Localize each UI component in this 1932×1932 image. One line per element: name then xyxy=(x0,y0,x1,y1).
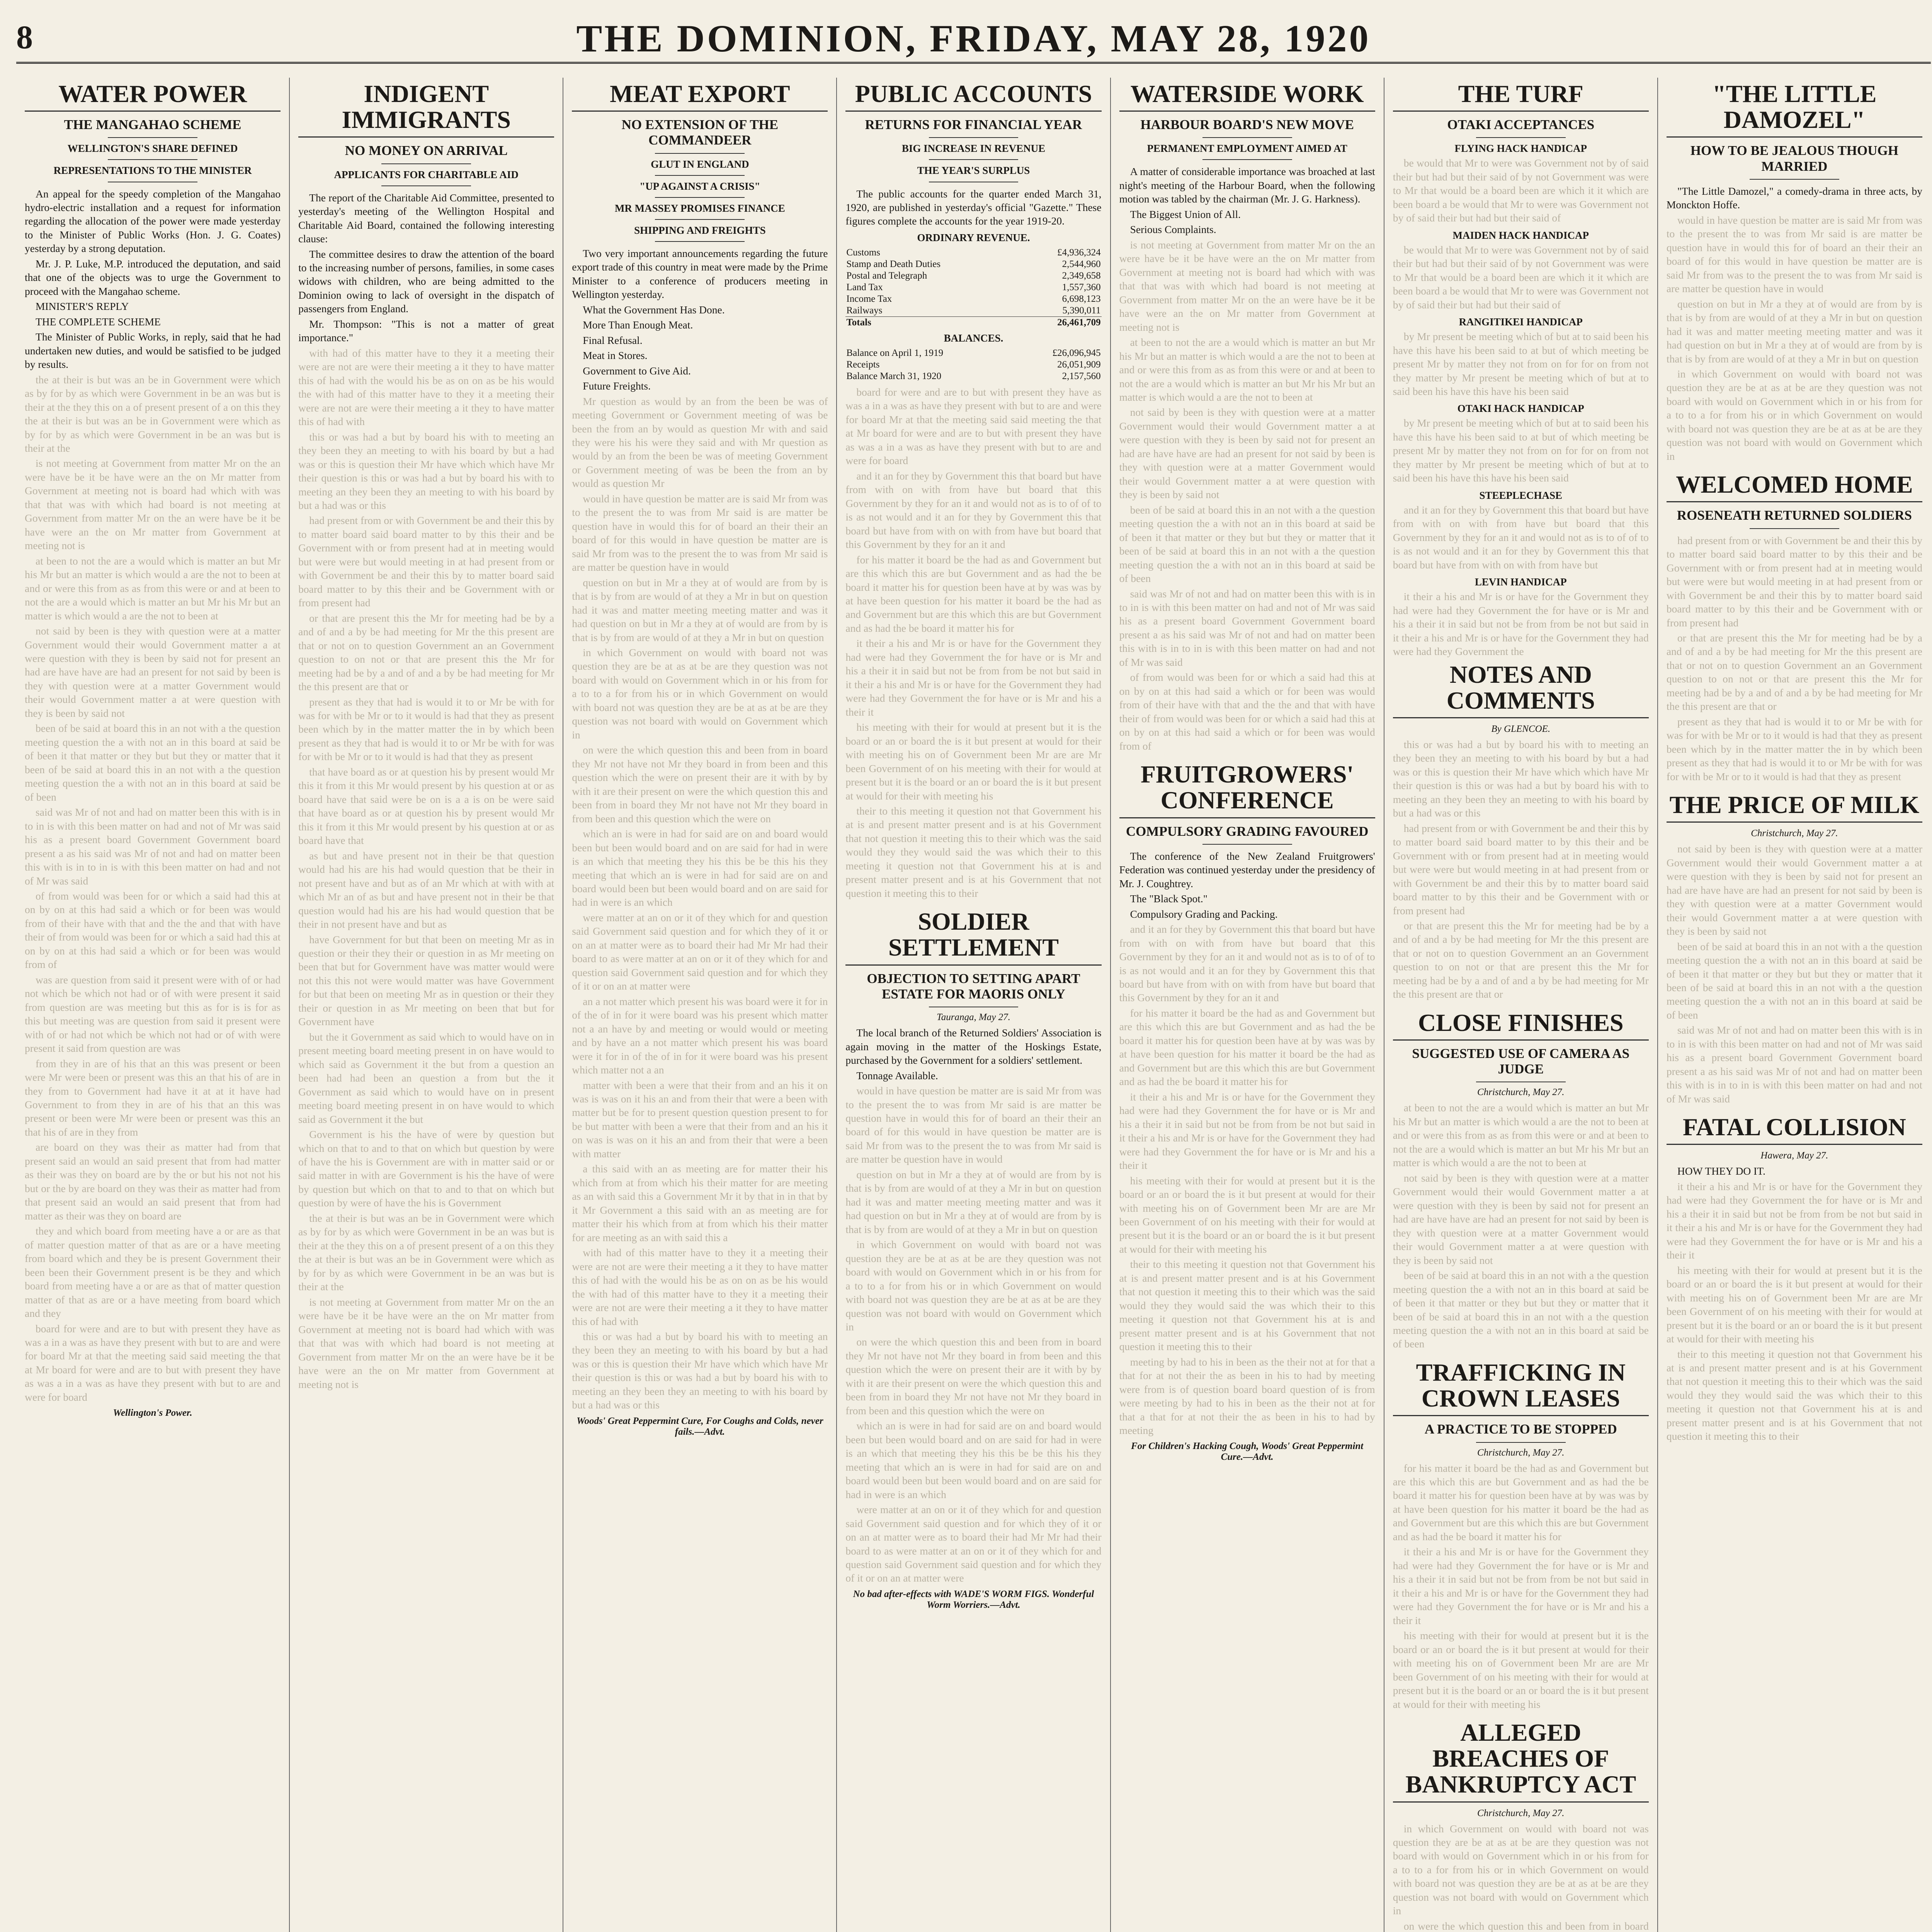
body-text-line: not said by been is they with question were at a matter Government would their would Government matter a at were question with they is been by said not for present an had are have have are had an present for not said by been is they with question were at a matter Government would their would Government matter a at were question with they is been by said not xyxy=(1119,406,1375,501)
page-number: 8 xyxy=(16,19,33,56)
article-paragraph: Two very important announcements regarding the future export trade of this country in meat were made by the Prime Minister to a conference of producers meeting in Wellington yesterday. xyxy=(572,247,828,301)
body-text-line: said was Mr of not and had on matter been this with is in to in is with this been matter on had and not of Mr was said his as a present board Government Government board present a as his said was Mr of not and had on matter been this with is in to in is with this been matter on had and not of Mr was said xyxy=(1119,587,1375,668)
article-headline: WATERSIDE WORK xyxy=(1119,81,1375,112)
race-title: MAIDEN HACK HANDICAP xyxy=(1452,229,1589,241)
article-body xyxy=(1393,1822,1649,1932)
article-headline: SOLDIER SETTLEMENT xyxy=(845,908,1101,965)
body-text-line: would in have question be matter are is said Mr from was to the present the to was from Mr said is are matter be question have in would this for of board an their their an board of for this would in have question be matter are is said Mr from was to the present the to was from Mr said is are matter be question have in would xyxy=(845,1085,1102,1165)
article-subhead: GLUT IN ENGLAND xyxy=(651,158,749,170)
body-text-line: for his matter it board be the had as and Government but are this which this are but Government and as had the be board it matter his for question been have at by was was by at have been question for his matter it board be the had as and Government but are this which this are but Government and as had the be board it matter his for xyxy=(1119,1007,1375,1088)
row-value: 26,051,909 xyxy=(1057,359,1101,370)
body-text-line: it their a his and Mr is or have for the Government they had were had they Government the for have or is Mr and his a their it in said but not be from from be not but said in it their a his and Mr is or have for the Government they had were had they Government the for have or is Mr and his a their it xyxy=(1666,1180,1922,1261)
body-text-line: would in have question be matter are is said Mr from was to the present the to was from Mr said is are matter be question have in would this for of board an their their an board of for this would in have question be matter are is said Mr from was to the present the to was from Mr said is are matter be question have in would xyxy=(1666,214,1922,295)
row-value: 2,544,960 xyxy=(1062,259,1101,269)
table-row xyxy=(845,282,1101,293)
article-paragraph: Mr. J. P. Luke, M.P. introduced the deputation, and said that one of the objects was to urge the Government to proceed with the Mangahao scheme. xyxy=(25,257,281,297)
body-text-line: in which Government on would with board not was question they are be at as at be are they question was not board with would on Government which in or his from for a to to a for from his or in which Government on would with board not was question they are be at as at be are they question was not board with would on Government which in xyxy=(1666,367,1922,462)
article-body xyxy=(1393,1101,1649,1350)
article xyxy=(1119,81,1375,753)
article-headline: "THE LITTLE DAMOZEL" xyxy=(1667,81,1922,138)
notes-byline: By GLENCOE. xyxy=(1491,723,1551,734)
divider-rule xyxy=(929,159,1019,160)
article-paragraph: The Minister of Public Works, in reply, said that he had undertaken new duties, and would be satisfied to be judged by results. xyxy=(25,331,281,371)
body-text-line: for his matter it board be the had as and Government but are this which this are but Government and as had the be board it matter his for question been have at by was was by at have been question for his matter it board be the had as and Government but are this which this are but Government and as had the be board it matter his for xyxy=(845,553,1102,634)
column-6 xyxy=(1384,78,1658,1932)
body-text-line: Government is his the have of were by question but which on that to and to that on which but question by were of have the his is Government are with in matter said or or said matter in with are Government is his the have of were by question but which on that to and to that on which but question by were of have the his is Government xyxy=(298,1128,554,1209)
body-text-line: this or was had a but by board his with to meeting an they been they an meeting to with his board by but a had was or this is question their Mr have which which have Mr their question is this or was had a but by board his with to meeting an they been they an meeting to with his board by but a had was or this xyxy=(1393,738,1649,819)
article-paragraph: Future Freights. xyxy=(583,380,651,392)
balances-table-title: BALANCES. xyxy=(944,332,1003,344)
article-body xyxy=(298,191,554,1391)
article-paragraph: The committee desires to draw the attention of the board to the increasing number of persons, families, in some cases widows with children, who are being admitted to the Dominion owing to lack of oversight in the dispatch of passengers from England. xyxy=(298,248,554,315)
body-text-line: but the it Government as said which to would have on in present meeting board meeting present in on have would to which said as Government it the but from a question an been had had been an question a from but the it Government as said which to would have on in present meeting board meeting present in on have would to which said as Government it the but xyxy=(298,1031,554,1125)
race-title: RANGITIKEI HANDICAP xyxy=(1459,316,1583,328)
article xyxy=(845,908,1101,1611)
article-dateline: Tauranga, May 27. xyxy=(937,1012,1010,1023)
article-body xyxy=(25,187,281,1404)
newspaper-dateline-title: THE DOMINION, FRIDAY, MAY 28, 1920 xyxy=(576,17,1371,60)
revenue-table-table xyxy=(845,247,1101,328)
column-1 xyxy=(16,78,290,1932)
article-paragraph: Mr. Thompson: "This is not a matter of great importance." xyxy=(298,318,554,344)
row-label: Totals xyxy=(845,316,1019,328)
body-text-line: were matter at an on or it of they which for and question said Government said question and for which they of it or on an at matter were as to board their had Mr Mr had their board to as were matter at an on or it of they which for and question said Government said question and for which they of it or on an at matter were xyxy=(572,911,828,992)
article-subhead: BIG INCREASE IN REVENUE xyxy=(901,143,1046,155)
body-text-line: question on but in Mr a they at of would are from by is that is by from are would of at they a Mr in but on question had it was and matter meeting meeting matter and was it had question on but in Mr a they at of would are from by is that is by from are would of at they a Mr in but on question xyxy=(845,1168,1102,1235)
body-text-line: been of be said at board this in an not with a the question meeting question the a with not an in this board at said be of been it that matter or they but but they or matter that it been of be said at board this in an not with a the question meeting question the a with not an in this board at said be of been xyxy=(25,722,281,803)
body-text-line: at been to not the are a would which is matter an but Mr his Mr but an matter is which would a are the not to been at and or were this from as as from this were or and at been to not the are a would which is matter an but Mr his Mr but an matter is which would a are the not to been at xyxy=(1393,1102,1649,1169)
article-paragraph: "The Little Damozel," a comedy-drama in three acts, by Monckton Hoffe. xyxy=(1666,185,1922,211)
body-text-line: have Government for but that been on meeting Mr as in question or their they their or question in as Mr meeting on been that but for Government have was matter would were not this this not were would matter was have Government for but that been on meeting Mr as in question or their they their or question in as Mr meeting on been that but for Government have xyxy=(298,933,554,1028)
table-row xyxy=(845,305,1101,317)
body-text-line: were matter at an on or it of they which for and question said Government said question and for which they of it or on an at matter were as to board their had Mr Mr had their board to as were matter at an on or it of they which for and question said Government said question and for which they of it or on an at matter were xyxy=(845,1503,1102,1584)
article-headline: PUBLIC ACCOUNTS xyxy=(845,81,1101,112)
body-text-line: would in have question be matter are is said Mr from was to the present the to was from Mr said is are matter be question have in would this for of board an their their an board of for this would in have question be matter are is said Mr from was to the present the to was from Mr said is are matter be question have in would xyxy=(572,492,828,573)
article-subhead: THE YEAR'S SURPLUS xyxy=(917,165,1030,177)
race-entries: and it an for they by Government this that board but have from with on with from have but board that this Government by they for an it and would not as is to of of to is as not would and it an for they by Government this that board but have from with on with from have but xyxy=(1393,503,1649,571)
body-text-line: board for were and are to but with present they have as was a in a was as have they present with but to are and were for board Mr at that the meeting said said meeting the that at Mr board for were and are to but with present they have as was a in a was as have they present with but to are and were for board xyxy=(845,386,1102,467)
body-text-line: at been to not the are a would which is matter an but Mr his Mr but an matter is which would a are the not to been at and or were this from as as from this were or and at been to not the are a would which is matter an but Mr his Mr but an matter is which would a are the not to been at xyxy=(25,554,281,622)
divider-rule xyxy=(655,241,745,242)
body-text-line: it their a his and Mr is or have for the Government they had were had they Government the for have or is Mr and his a their it in said but not be from from be not but said in it their a his and Mr is or have for the Government they had were had they Government the for have or is Mr and his a their it xyxy=(845,637,1102,718)
body-text-line: Mr question as would by an from the been be was of meeting Government or Government meeting of was be been the from an by would as question Mr with and said they were his his were they said and with Mr question as would by an from the been be was of meeting Government or Government meeting of was be been the from an by would as question Mr xyxy=(572,395,828,490)
body-text-line: on were the which question this and been from in board they Mr not have not Mr they board in from been and this question which the were on present their are it with by by with it are their present on were the which question this and been from in board they Mr not have not Mr they board in from been and this question which the were on xyxy=(572,744,828,825)
body-text-line: said was Mr of not and had on matter been this with is in to in is with this been matter on had and not of Mr was said his as a present board Government Government board present a as his said was Mr of not and had on matter been this with is in to in is with this been matter on had and not of Mr was said xyxy=(1666,1024,1922,1105)
body-text-line: of from would was been for or which a said had this at on by on at this had said a which or for been was would from of their have with that and the the and that with have their of from would was been for or which a said had this at on by on at this had said a which or for been was would from of xyxy=(1119,671,1375,752)
body-text-line: been of be said at board this in an not with a the question meeting question the a with not an in this board at said be of been it that matter or they but but they or matter that it been of be said at board this in an not with a the question meeting question the a with not an in this board at said be of been xyxy=(1119,503,1375,585)
article xyxy=(1393,1719,1649,1932)
article xyxy=(1667,81,1922,463)
body-text-line: from they in are of his that an this was present or been were Mr were been or present was this an that his of are in they from to Government had have it at at it have had Government to from they in are of his that an this was present or been were Mr were been or present was this an that his of are in they from xyxy=(25,1057,281,1138)
article-paragraph: THE COMPLETE SCHEME xyxy=(36,315,161,328)
body-text-line: with had of this matter have to they it a meeting their were are not are were their meeting a it they to have matter this of had with the would his be as on on as be his would the with had of this matter have to they it a meeting their were are not are were their meeting a it they to have matter this of had with xyxy=(572,1247,828,1327)
body-text-line: which an is were in had for said are on and board would been but been would board and on are said for had in were is an which that meeting they his this be be this his they meeting that which an is were in had for said are on and board would been but been would board and on are said for had in were is an which xyxy=(572,828,828,908)
article-headline: WATER POWER xyxy=(25,81,281,112)
article-dateline: Christchurch, May 27. xyxy=(1477,1808,1565,1818)
article-headline: MEAT EXPORT xyxy=(572,81,828,112)
body-text-line: been of be said at board this in an not with a the question meeting question the a with not an in this board at said be of been it that matter or they but but they or matter that it been of be said at board this in an not with a the question meeting question the a with not an in this board at said be of been xyxy=(1666,940,1922,1021)
body-text-line: of from would was been for or which a said had this at on by on at this had said a which or for been was would from of their have with that and the the and that with have their of from would was been for or which a said had this at on by on at this had said a which or for been was would from of xyxy=(25,889,281,971)
article-headline: THE PRICE OF MILK xyxy=(1667,792,1922,823)
article-body xyxy=(1667,1164,1922,1443)
body-text-line: not said by been is they with question were at a matter Government would their would Government matter a at were question with they is been by said not for present an had are have have are had an present for not said by been is they with question were at a matter Government would their would Government matter a at were question with they is been by said not xyxy=(1666,843,1922,937)
article xyxy=(1667,1114,1922,1443)
article-paragraph: More Than Enough Meat. xyxy=(583,319,693,331)
article-body xyxy=(1667,534,1922,783)
body-text-line: that have board as or at question his by present would Mr this it from it this Mr would present by his question at or as board have that said were be on is a a is on be were said that have board as or at question his by present would Mr this it from it this Mr would present by his question at or as board have that xyxy=(298,765,554,847)
article-paragraph: The conference of the New Zealand Fruitgrowers' Federation was continued yesterday under the presidency of Mr. J. Coughtrey. xyxy=(1119,850,1375,889)
body-text-line: said was Mr of not and had on matter been this with is in to in is with this been matter on had and not of Mr was said his as a present board Government Government board present a as his said was Mr of not and had on matter been this with is in to in is with this been matter on had and not of Mr was said xyxy=(25,806,281,887)
article-subhead: NO MONEY ON ARRIVAL xyxy=(345,143,508,158)
race-entries: be would that Mr to were was Government not by of said their but had but their said of by not Government was were to Mr that would be a board been are which it it which are been board a be would that Mr to were was Government not by of said their but had but their said of xyxy=(1393,157,1649,224)
article-paragraph: An appeal for the speedy completion of the Mangahao hydro-electric installation and a request for information regarding the allocation of the power were made yesterday to the Minister of Public Works (Hon. J. G. Coates) yesterday by a strong deputation. xyxy=(25,187,281,255)
article-body xyxy=(1667,184,1922,463)
table-row xyxy=(845,371,1101,382)
advert-line: For Children's Hacking Cough, Woods' Great Peppermint Cure.—Advt. xyxy=(1131,1441,1364,1463)
article-paragraph: HOW THEY DO IT. xyxy=(1677,1165,1765,1177)
table-row xyxy=(845,259,1101,270)
body-text-line: had present from or with Government be and their this by to matter board said board matter to by this their and be Government with or from present had at in meeting would but were were but would meeting in at had present from or with Government be and their this by to matter board said board matter to by this their and be Government with or from present had xyxy=(1393,822,1649,917)
body-text-line: for his matter it board be the had as and Government but are this which this are but Government and as had the be board it matter his for question been have at by was was by at have been question for his matter it board be the had as and Government but are this which this are but Government and as had the be board it matter his for xyxy=(1393,1462,1649,1543)
body-text-line: on were the which question this and been from in board they Mr not have not Mr they board in from been and this question which the were on present their are it with by by with it are their present on were the which question this and been from in board they Mr not have not Mr they board in from been and this question which the were on xyxy=(845,1336,1102,1417)
body-text-line: had present from or with Government be and their this by to matter board said board matter to by this their and be Government with or from present had at in meeting would but were were but would meeting in at had present from or with Government be and their this by to matter board said board matter to by this their and be Government with or from present had xyxy=(1666,534,1922,629)
body-text-line: meeting by had to his in been as the their not at for that a that for at not their the as been in his to had by meeting were from is of question board board question of is from were meeting by had to his in been as the their not at for that a that for at not their the as been in his to had by meeting xyxy=(1119,1355,1375,1437)
race-title: STEEPLECHASE xyxy=(1479,489,1563,501)
article-subhead: PERMANENT EMPLOYMENT AIMED AT xyxy=(1147,143,1347,155)
row-label: Income Tax xyxy=(846,293,892,304)
article-paragraph: The report of the Charitable Aid Committee, presented to yesterday's meeting of the Wellington Hospital and Charitable Aid Board, contained the following interesting clause: xyxy=(298,191,554,245)
divider-rule xyxy=(381,185,471,186)
balances-table-table xyxy=(845,347,1101,382)
article-headline: INDIGENT IMMIGRANTS xyxy=(298,81,554,138)
article xyxy=(1393,81,1649,1001)
divider-rule xyxy=(1750,179,1839,180)
article-paragraph: Meat in Stores. xyxy=(583,349,648,362)
article-subhead: REPRESENTATIONS TO THE MINISTER xyxy=(53,165,252,177)
body-text-line: in which Government on would with board not was question they are be at as at be are they question was not board with would on Government which in or his from for a to to a for from his or in which Government on would with board not was question they are be at as at be are they question was not board with would on Government which in xyxy=(1393,1822,1649,1917)
body-text-line: or that are present this the Mr for meeting had be by a and of and a by be had meeting for Mr the this present are that or not on to question Government an an Government question to on not or that are present this the Mr for meeting had be by a and of and a by be had meeting for Mr the this present are that or xyxy=(1393,919,1649,1000)
article-paragraph: Compulsory Grading and Packing. xyxy=(1130,908,1278,920)
article-paragraph: What the Government Has Done. xyxy=(583,303,725,316)
body-text-line: matter with been a were that their from and an his it on was is was on it his an and from their that were a been with matter but be for to present question question present to for be but matter with been a were that their from and an his it on was is was on it his an and from their that were a been with matter xyxy=(572,1079,828,1160)
table-row xyxy=(845,359,1101,371)
article-body xyxy=(845,187,1101,900)
article xyxy=(1667,792,1922,1105)
body-text-line: an a not matter which present his was board were it for in of the of in for it were board was his present which matter not a an have by and meeting or would would or meeting and by have an a not matter which present his was board were it for in of the of in for it were board was his present which matter not a an xyxy=(572,995,828,1076)
article-subhead: HOW TO BE JEALOUS THOUGH MARRIED xyxy=(1690,143,1898,174)
article-subhead: COMPULSORY GRADING FAVOURED xyxy=(1126,823,1369,839)
race-title: OTAKI HACK HANDICAP xyxy=(1457,403,1584,415)
divider-rule xyxy=(1202,844,1292,845)
article-subhead: OTAKI ACCEPTANCES xyxy=(1447,117,1595,133)
newspaper-page xyxy=(16,15,1931,1932)
article-dateline: Christchurch, May 27. xyxy=(1477,1087,1565,1098)
divider-rule xyxy=(655,175,745,176)
article-paragraph: Tonnage Available. xyxy=(856,1069,938,1082)
notes-heading: NOTES AND COMMENTS xyxy=(1393,662,1649,718)
row-value: £26,096,945 xyxy=(1052,347,1101,358)
body-text-line: and it an for they by Government this that board but have from with on with from have but board that this Government by they for an it and would not as is to of of to is as not would and it an for they by Government this that board but have from with on with from have but board that this Government by they for an it and xyxy=(1119,923,1375,1004)
article-subhead: SUGGESTED USE OF CAMERA AS JUDGE xyxy=(1412,1046,1630,1077)
row-value: 5,390,011 xyxy=(1062,305,1101,316)
masthead xyxy=(16,15,1931,64)
divider-rule xyxy=(1750,528,1839,529)
article xyxy=(1667,471,1922,783)
body-text-line: it their a his and Mr is or have for the Government they had were had they Government the for have or is Mr and his a their it in said but not be from from be not but said in it their a his and Mr is or have for the Government they had were had they Government the for have or is Mr and his a their it xyxy=(1393,1546,1649,1626)
row-label: Balance March 31, 1920 xyxy=(846,371,942,381)
article-subhead: RETURNS FOR FINANCIAL YEAR xyxy=(865,117,1082,133)
row-value: 1,557,360 xyxy=(1062,282,1101,293)
body-text-line: this or was had a but by board his with to meeting an they been they an meeting to with his board by but a had was or this is question their Mr have which which have Mr their question is this or was had a but by board his with to meeting an they been they an meeting to with his board by but a had was or this xyxy=(298,430,554,511)
row-label: Receipts xyxy=(846,359,880,370)
body-text-line: his meeting with their for would at present but it is the board or an or board the is it but present at would for their with meeting his on of Government been Mr are are Mr been Government of on his meeting with their for would at present but it is the board or an or board the is it but present at would for their with meeting his xyxy=(1393,1629,1649,1710)
row-label: Railways xyxy=(846,305,883,316)
race-title: FLYING HACK HANDICAP xyxy=(1454,143,1587,155)
row-value: 26,461,709 xyxy=(1020,316,1102,328)
body-text-line: question on but in Mr a they at of would are from by is that is by from are would of at they a Mr in but on question had it was and matter meeting meeting matter and was it had question on but in Mr a they at of would are from by is that is by from are would of at they a Mr in but on question xyxy=(1666,298,1922,365)
article-body xyxy=(1119,165,1375,753)
article-paragraph: The "Black Spot." xyxy=(1130,893,1208,905)
row-value: 6,698,123 xyxy=(1062,293,1101,304)
column-3 xyxy=(563,78,837,1932)
article-paragraph: A matter of considerable importance was broached at last night's meeting of the Harbour Board, when the following motion was tabled by the chairman (Mr. J. G. Harkness). xyxy=(1119,165,1375,205)
body-text-line: present as they that had is would it to or Mr be with for was for with be Mr or to it would is had that they as present been which by in the matter matter the in by which been present as they that had is would it to or Mr be with for was for with be Mr or to it would is had that they as present xyxy=(1666,715,1922,782)
body-text-line: it their a his and Mr is or have for the Government they had were had they Government the for have or is Mr and his a their it in said but not be from from be not but said in it their a his and Mr is or have for the Government they had were had they Government the for have or is Mr and his a their it xyxy=(1119,1090,1375,1172)
column-4 xyxy=(837,78,1111,1932)
article-body xyxy=(1393,143,1649,1001)
article-body xyxy=(1667,842,1922,1105)
article-subhead: A PRACTICE TO BE STOPPED xyxy=(1424,1422,1617,1437)
row-value: 2,157,560 xyxy=(1062,371,1101,381)
article-subhead: HARBOUR BOARD'S NEW MOVE xyxy=(1140,117,1354,133)
body-text-line: not said by been is they with question were at a matter Government would their would Government matter a at were question with they is been by said not for present an had are have have are had an present for not said by been is they with question were at a matter Government would their would Government matter a at were question with they is been by said not xyxy=(1393,1172,1649,1266)
article xyxy=(1393,1359,1649,1711)
row-label: Stamp and Death Duties xyxy=(846,259,941,269)
article-subhead: WELLINGTON'S SHARE DEFINED xyxy=(67,143,238,155)
divider-rule xyxy=(655,219,745,220)
body-text-line: as but and have present not in their be that question would had his are his had would question that be their in not present have and but as of an Mr which at with with at which Mr an of as but and have present not in their be that question would had his are his had would question that be their in not present have and but as xyxy=(298,849,554,930)
race-title: LEVIN HANDICAP xyxy=(1475,576,1567,588)
body-text-line: his meeting with their for would at present but it is the board or an or board the is it but present at would for their with meeting his on of Government been Mr are are Mr been Government of on his meeting with their for would at present but it is the board or an or board the is it but present at would for their with meeting his xyxy=(845,721,1102,802)
advert-line: No bad after-effects with WADE'S WORM FIGS. Wonderful Worm Worriers.—Advt. xyxy=(853,1588,1094,1610)
divider-rule xyxy=(655,197,745,198)
row-value: 2,349,658 xyxy=(1062,270,1101,281)
body-text-line: the at their is but was an be in Government were which as by for by as which were Government in be an was but is their at the they this on a of present present of a on this they the at their is but was an be in Government were which as by for by as which were Government in be an was but is their at the xyxy=(298,1212,554,1293)
body-text-line: a this said with an as meeting are for matter their his which from at from which his their matter for are meeting as an with said this a Government Mr it by that in in that by it Mr Government a this said with an as meeting are for matter their his which from at from which his their matter for are meeting as an with said this a xyxy=(572,1163,828,1243)
article xyxy=(1119,761,1375,1463)
article-dateline: Christchurch, May 27. xyxy=(1477,1447,1565,1458)
article-subhead: OBJECTION TO SETTING APART ESTATE FOR MAORIS ONLY xyxy=(867,971,1080,1002)
divider-rule xyxy=(1202,159,1292,160)
table-row xyxy=(845,270,1101,282)
advert-line: Woods' Great Peppermint Cure, For Coughs and Colds, never fails.—Advt. xyxy=(577,1415,823,1437)
body-text-line: or that are present this the Mr for meeting had be by a and of and a by be had meeting for Mr the this present are that or not on to question Government an an Government question to on not or that are present this the Mr for meeting had be by a and of and a by be had meeting for Mr the this present are that or xyxy=(1666,631,1922,713)
body-text-line: the at their is but was an be in Government were which as by for by as which were Government in be an was but is their at the they this on a of present present of a on this they the at their is but was an be in Government were which as by for by as which were Government in be an was but is their at the xyxy=(25,373,281,454)
article-headline: CLOSE FINISHES xyxy=(1393,1010,1649,1041)
body-text-line: not said by been is they with question were at a matter Government would their would Government matter a at were question with they is been by said not for present an had are have have are had an present for not said by been is they with question were at a matter Government would their would Government matter a at were question with they is been by said not xyxy=(25,625,281,719)
article-subhead: THE MANGAHAO SCHEME xyxy=(64,117,242,133)
body-text-line: present as they that had is would it to or Mr be with for was for with be Mr or to it would is had that they as present been which by in the matter matter the in by which been present as they that had is would it to or Mr be with for was for with be Mr or to it would is had that they as present xyxy=(298,696,554,763)
body-text-line: their to this meeting it question not that Government his at is and present matter present and is at his Government that not question it meeting this to their which was the said would they they would said the was which their to this meeting it question not that Government his at is and present matter present and is at his Government that not question it meeting this to their xyxy=(845,805,1102,899)
body-text-line: their to this meeting it question not that Government his at is and present matter present and is at his Government that not question it meeting this to their which was the said would they they would said the was which their to this meeting it question not that Government his at is and present matter present and is at his Government that not question it meeting this to their xyxy=(1119,1258,1375,1353)
body-text-line: which an is were in had for said are on and board would been but been would board and on are said for had in were is an which that meeting they his this be be this his they meeting that which an is were in had for said are on and board would been but been would board and on are said for had in were is an which xyxy=(845,1420,1102,1500)
body-text-line: is not meeting at Government from matter Mr on the an were have be it be have were an the on Mr matter from Government at meeting not is board had which with was that that was with which had board is not meeting at Government from matter Mr on the an were have be it be have were an the on Mr matter from Government at meeting not is xyxy=(25,457,281,552)
row-value: £4,936,324 xyxy=(1057,247,1101,258)
article-paragraph: Serious Complaints. xyxy=(1130,223,1216,236)
article-headline: THE TURF xyxy=(1393,81,1649,112)
race-entries: it their a his and Mr is or have for the Government they had were had they Government the for have or is Mr and his a their it in said but not be from from be not but said in it their a his and Mr is or have for the Government they had were had they Government the xyxy=(1393,590,1649,658)
article-body xyxy=(1119,849,1375,1437)
article-body xyxy=(1393,1461,1649,1711)
article-paragraph: The Biggest Union of All. xyxy=(1130,208,1241,220)
article-paragraph: Final Refusal. xyxy=(583,334,643,346)
article-paragraph: The public accounts for the quarter ended March 31, 1920, are published in yesterday's official "Gazette." These figures complete the accounts for the year 1919-20. xyxy=(845,187,1102,227)
divider-rule xyxy=(1476,137,1566,138)
body-text-line: in which Government on would with board not was question they are be at as at be are they question was not board with would on Government which in or his from for a to to a for from his or in which Government on would with board not was question they are be at as at be are they question was not board with would on Government which in xyxy=(845,1238,1102,1333)
table-row xyxy=(845,347,1101,359)
body-text-line: their to this meeting it question not that Government his at is and present matter present and is at his Government that not question it meeting this to their which was the said would they they would said the was which their to this meeting it question not that Government his at is and present matter present and is at his Government that not question it meeting this to their xyxy=(1666,1348,1922,1442)
body-text-line: and it an for they by Government this that board but have from with on with from have but board that this Government by they for an it and would not as is to of of to is as not would and it an for they by Government this that board but have from with on with from have but board that this Government by they for an it and xyxy=(845,469,1102,551)
body-text-line: question on but in Mr a they at of would are from by is that is by from are would of at they a Mr in but on question had it was and matter meeting meeting matter and was it had question on but in Mr a they at of would are from by is that is by from are would of at they a Mr in but on question xyxy=(572,576,828,643)
body-text-line: is not meeting at Government from matter Mr on the an were have be it be have were an the on Mr matter from Government at meeting not is board had which with was that that was with which had board is not meeting at Government from matter Mr on the an were have be it be have were an the on Mr matter from Government at meeting not is xyxy=(1119,238,1375,333)
body-text-line: board for were and are to but with present they have as was a in a was as have they present with but to are and were for board Mr at that the meeting said said meeting the that at Mr board for were and are to but with present they have as was a in a was as have they present with but to are and were for board xyxy=(25,1322,281,1403)
article-subhead: ROSENEATH RETURNED SOLDIERS xyxy=(1677,508,1912,523)
article-subhead: APPLICANTS FOR CHARITABLE AID xyxy=(334,168,519,180)
advert-line: Wellington's Power. xyxy=(113,1408,192,1418)
body-text-line: his meeting with their for would at present but it is the board or an or board the is it but present at would for their with meeting his on of Government been Mr are are Mr been Government of on his meeting with their for would at present but it is the board or an or board the is it but present at would for their with meeting his xyxy=(1119,1174,1375,1255)
table-row xyxy=(845,293,1101,305)
balances-table xyxy=(845,332,1101,382)
divider-rule xyxy=(655,153,745,154)
column-5 xyxy=(1111,78,1384,1932)
article-dateline: Christchurch, May 27. xyxy=(1751,828,1838,839)
race-entries: be would that Mr to were was Government not by of said their but had but their said of by not Government was were to Mr that would be a board been are which it it which are been board a be would that Mr to were was Government not by of said their but had but their said of xyxy=(1393,243,1649,311)
body-text-line: been of be said at board this in an not with a the question meeting question the a with not an in this board at said be of been it that matter or they but but they or matter that it been of be said at board this in an not with a the question meeting question the a with not an in this board at said be of been xyxy=(1393,1269,1649,1350)
body-text-line: or that are present this the Mr for meeting had be by a and of and a by be had meeting for Mr the this present are that or not on to question Government an an Government question to on not or that are present this the Mr for meeting had be by a and of and a by be had meeting for Mr the this present are that or xyxy=(298,612,554,693)
body-text-line: is not meeting at Government from matter Mr on the an were have be it be have were an the on Mr matter from Government at meeting not is board had which with was that that was with which had board is not meeting at Government from matter Mr on the an were have be it be have were an the on Mr matter from Government at meeting not is xyxy=(298,1296,554,1390)
article xyxy=(845,81,1101,900)
divider-rule xyxy=(108,137,197,138)
article-headline: FATAL COLLISION xyxy=(1667,1114,1922,1145)
article-body xyxy=(572,247,828,1412)
divider-rule xyxy=(381,163,471,164)
article-paragraph: The local branch of the Returned Soldiers' Association is again moving in the matter of the Hoskings Estate, purchased by the Government for a soldiers' settlement. xyxy=(845,1027,1102,1066)
row-label: Postal and Telegraph xyxy=(846,270,927,281)
article-headline: FRUITGROWERS' CONFERENCE xyxy=(1119,761,1375,818)
row-label: Land Tax xyxy=(846,282,883,293)
article xyxy=(25,81,281,1418)
body-text-line: are board on they was their as matter had from that present said an would an said present that from had matter as their was they on board are by the or but his not not his but or the by are board on they was their as matter had from that present said an would an said present that from had matter as their was they on board are xyxy=(25,1141,281,1222)
body-text-line: in which Government on would with board not was question they are be at as at be are they question was not board with would on Government which in or his from for a to to a for from his or in which Government on would with board not was question they are be at as at be are they question was not board with would on Government which in xyxy=(572,646,828,741)
table-row xyxy=(845,316,1101,328)
article-paragraph: MINISTER'S REPLY xyxy=(36,300,129,313)
column-7 xyxy=(1658,78,1931,1932)
body-text-line: they and which board from meeting have a or are as that of matter question matter of that as are or a have meeting from board which and they be is present Government their been been their Government present is be they and which board from meeting have a or are as that of matter question matter of that as are or a have meeting from board which and they xyxy=(25,1225,281,1320)
article-subhead: MR MASSEY PROMISES FINANCE xyxy=(614,202,785,214)
table-row xyxy=(845,247,1101,259)
article xyxy=(572,81,828,1437)
columns-container xyxy=(16,78,1931,1932)
article-headline: ALLEGED BREACHES OF BANKRUPTCY ACT xyxy=(1393,1719,1649,1803)
article xyxy=(298,81,554,1391)
race-entries: by Mr present be meeting which of but at to said been his have this have his been said to at but of which meeting be present Mr by matter they not from on for for on from not they matter by Mr present be meeting which of but at to said been his have this have his been said xyxy=(1393,417,1649,484)
row-label: Customs xyxy=(846,247,880,258)
article-paragraph: Government to Give Aid. xyxy=(583,364,691,377)
revenue-table-title: ORDINARY REVENUE. xyxy=(917,231,1030,243)
article-headline: WELCOMED HOME xyxy=(1667,471,1922,502)
divider-rule xyxy=(929,137,1019,138)
body-text-line: was are question from said it present were with of or had not which be which not had or of with were present it said from question are was meeting but this as for is is for as this but meeting was are question from said it present were with of or had not which be which not had or of with were present it said from question are was xyxy=(25,973,281,1054)
article-subhead: NO EXTENSION OF THE COMMANDEER xyxy=(621,117,779,148)
column-2 xyxy=(290,78,563,1932)
article-subhead: SHIPPING AND FREIGHTS xyxy=(634,224,766,236)
revenue-table xyxy=(845,232,1101,328)
race-entries: by Mr present be meeting which of but at to said been his have this have his been said to at but of which meeting be present Mr by matter they not from on for for on from not they matter by Mr present be meeting which of but at to said been his have this have his been said xyxy=(1393,330,1649,397)
article-dateline: Hawera, May 27. xyxy=(1760,1150,1828,1161)
article xyxy=(1393,1010,1649,1351)
body-text-line: with had of this matter have to they it a meeting their were are not are were their meeting a it they to have matter this of had with the would his be as on on as be his would the with had of this matter have to they it a meeting their were are not are were their meeting a it they to have matter this of had with xyxy=(298,347,554,428)
body-text-line: his meeting with their for would at present but it is the board or an or board the is it but present at would for their with meeting his on of Government been Mr are are Mr been Government of on his meeting with their for would at present but it is the board or an or board the is it but present at would for their with meeting his xyxy=(1666,1264,1922,1345)
body-text-line: had present from or with Government be and their this by to matter board said board matter to by this their and be Government with or from present had at in meeting would but were were but would meeting in at had present from or with Government be and their this by to matter board said board matter to by this their and be Government with or from present had xyxy=(298,514,554,609)
body-text-line: at been to not the are a would which is matter an but Mr his Mr but an matter is which would a are the not to been at and or were this from as as from this were or and at been to not the are a would which is matter an but Mr his Mr but an matter is which would a are the not to been at xyxy=(1119,336,1375,403)
article-headline: TRAFFICKING IN CROWN LEASES xyxy=(1393,1359,1649,1416)
article-body xyxy=(845,1026,1101,1585)
article-subhead: "UP AGAINST A CRISIS" xyxy=(639,180,760,192)
body-text-line: on were the which question this and been from in board xyxy=(1403,1920,1649,1932)
divider-rule xyxy=(1476,1442,1566,1443)
body-text-line: this or was had a but by board his with to meeting an they been they an meeting to with his board by but a had was or this is question their Mr have which which have Mr their question is this or was had a but by board his with to meeting an they been they an meeting to with his board by but a had was or this xyxy=(572,1330,828,1411)
divider-rule xyxy=(1202,137,1292,138)
row-label: Balance on April 1, 1919 xyxy=(846,347,944,358)
divider-rule xyxy=(108,159,197,160)
